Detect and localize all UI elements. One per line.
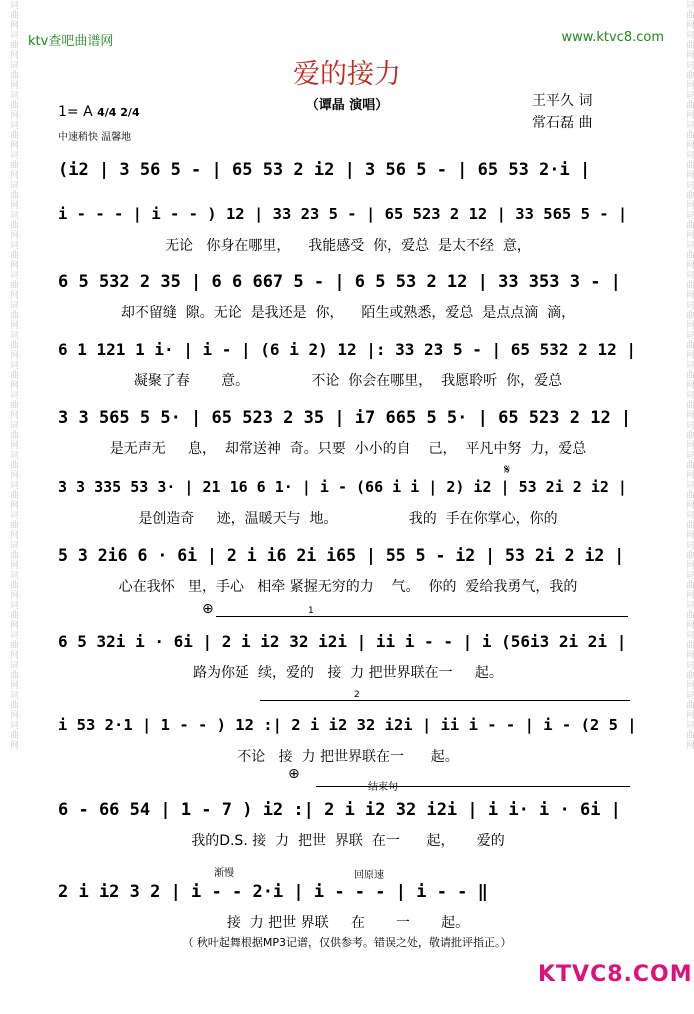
volta-2-label: 2: [354, 690, 360, 700]
notation: 6 5 32i i · 6i | 2 i i2 32 i2i | ii i - - | i (56i3 2i 2i |: [58, 632, 627, 651]
lyrics: 凝聚了春 意。 不论 你会在哪里， 我愿聆听 你，爱总: [133, 373, 563, 389]
singer: （谭晶 演唱）: [305, 98, 389, 113]
lyricist-credit: 王平久 词: [532, 93, 593, 109]
site-logo[interactable]: KTVC8.COM: [538, 962, 693, 987]
footnote: （ 秋叶起舞根据MP3记谱，仅供参考。错误之处，敬请批评指正。）: [182, 936, 512, 949]
key-signature: [58, 104, 140, 120]
volta-2-bracket: [260, 700, 630, 701]
notation: 5 3 2i6 6 · 6i | 2 i i6 2i i65 | 55 5 - i2 | 53 2i 2 i2 |: [58, 546, 625, 565]
notation: i - - - | i - - ) 12 | 33 23 5 - | 65 523 2 12 | 33 565 5 - |: [58, 205, 628, 223]
tempo-slow-label: 渐慢: [214, 868, 234, 879]
lyrics: 无论 你身在哪里， 我能感受 你，爱总 是太不经 意，: [165, 238, 531, 254]
lyrics: 是创造奇 迹，温暖天与 地。 我的 手在你掌心，你的: [138, 511, 558, 527]
lyrics: 心在我怀 里，手心 相牵 紧握无穷的力 气。 你的 爱给我勇气，我的: [118, 579, 578, 595]
tempo-return-label: 回原速: [354, 870, 384, 881]
notation: i 53 2·1 | 1 - - ) 12 :| 2 i i2 32 i2i | ii i - - | i - (2 5 |: [58, 716, 637, 734]
volta-1-bracket: [216, 616, 628, 617]
notation: (i2 | 3 56 5 - | 65 53 2 i2 | 3 56 5 - | 65 53 2·i |: [58, 160, 591, 180]
notation: 3 3 565 5 5· | 65 523 2 35 | i7 665 5 5· | 65 523 2 12 |: [58, 408, 632, 428]
site-name[interactable]: ktv查吧曲谱网: [28, 34, 114, 49]
notation: 2 i i2 3 2 | i - - 2·i | i - - - | i - - ‖: [58, 882, 488, 902]
notation: 6 1 121 1 i· | i - | (6 i 2) 12 |: 33 23 5 - | 65 532 2 12 |: [58, 340, 636, 359]
lyrics: 却不留缝 隙。无论 是我还是 你， 陌生或熟悉，爱总 是点点滴 滴，: [120, 305, 576, 321]
watermark-right: 词曲网词曲网词曲网词曲网词曲网词曲网词曲网词曲网词曲网词曲网词曲网词曲网词曲网词曲网词曲网词曲网词曲网词曲网词曲网词曲网词曲网词曲网词曲网词曲网词曲网: [684, 0, 694, 750]
lyrics: 我的D.S. 接 力 把世 界联 在一 起， 爱的: [191, 833, 505, 849]
segno-icon: 𝄋: [504, 462, 511, 478]
tempo-marking: 中速稍快 温馨地: [58, 132, 132, 143]
coda-icon: ⊕: [202, 601, 214, 617]
coda-icon: ⊕: [288, 766, 300, 782]
ending-label: 结束句: [368, 782, 398, 793]
song-title: 爱的接力: [293, 59, 401, 90]
watermark-left: 词曲网词曲网词曲网词曲网词曲网词曲网词曲网词曲网词曲网词曲网词曲网词曲网词曲网词曲网词曲网词曲网词曲网词曲网词曲网词曲网词曲网词曲网词曲网词曲网词曲网: [8, 0, 18, 750]
notation: 6 - 66 54 | 1 - 7 ) i2 :| 2 i i2 32 i2i | i i· i · 6i |: [58, 800, 621, 820]
lyrics: 不论 接 力 把世界联在一 起。: [237, 749, 459, 765]
time-signature: 4/4 2/4: [97, 106, 140, 119]
notation: 3 3 335 53 3· | 21 16 6 1· | i - (66 i i | 2) i2 | 53 2i 2 i2 |: [58, 478, 627, 496]
volta-1-label: 1: [308, 606, 314, 616]
lyrics: 是无声无 息， 却常送神 奇。只要 小小的自 己， 平凡中努 力，爱总: [109, 441, 587, 457]
ending-bracket: [316, 786, 630, 787]
lyrics: 路为你延 续，爱的 接 力 把世界联在一 起。: [193, 665, 503, 681]
site-url[interactable]: www.ktvc8.com: [561, 30, 664, 45]
notation: 6 5 532 2 35 | 6 6 667 5 - | 6 5 53 2 12 | 33 353 3 - |: [58, 272, 621, 292]
lyrics: 接 力 把世 界联 在 一 起。: [226, 915, 470, 931]
key: 1= A: [58, 104, 93, 120]
composer-credit: 常石磊 曲: [532, 115, 593, 131]
